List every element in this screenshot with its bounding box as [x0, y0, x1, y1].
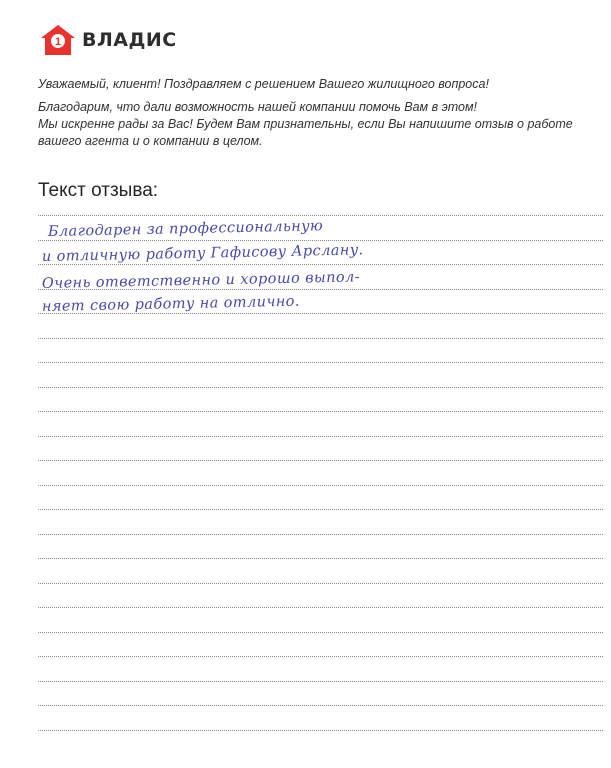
ruled-line [38, 558, 603, 559]
intro-greeting: Уважаемый, клиент! Поздравляем с решением Вашего жилищного вопроса! [38, 77, 489, 91]
intro-text [38, 76, 598, 150]
intro-thanks: Благодарим, что дали возможность нашей компании помочь Вам в этом! [38, 100, 478, 114]
handwritten-line: няет свою работу на отлично. [41, 293, 301, 315]
review-lined-area [38, 215, 603, 745]
brand-name: ВЛАДИС [82, 29, 177, 51]
ruled-line [38, 681, 603, 682]
ruled-line [38, 632, 603, 633]
ruled-line [38, 313, 603, 314]
ruled-line [38, 387, 603, 388]
ruled-line [38, 485, 603, 486]
ruled-line [38, 607, 603, 608]
ruled-line [38, 730, 603, 731]
ruled-line [38, 534, 603, 535]
svg-text:1: 1 [54, 36, 62, 48]
review-title: Текст отзыва: [38, 180, 159, 201]
intro-request-cont: вашего агента и о компании в целом. [38, 134, 263, 148]
ruled-line [38, 656, 603, 657]
ruled-line [38, 264, 603, 265]
ruled-line [38, 460, 603, 461]
house-key-icon [40, 24, 76, 56]
ruled-line [38, 509, 603, 510]
ruled-line [38, 289, 603, 290]
handwritten-line: и отличную работу Гафисову Арслану. [41, 242, 364, 265]
ruled-line [38, 436, 603, 437]
ruled-line [38, 705, 603, 706]
handwritten-line: Благодарен за профессиональную [47, 218, 324, 240]
ruled-line [38, 411, 603, 412]
ruled-line [38, 583, 603, 584]
ruled-line [38, 215, 603, 216]
ruled-line [38, 240, 603, 241]
brand-logo [40, 24, 177, 56]
ruled-line [38, 338, 603, 339]
ruled-line [38, 362, 603, 363]
handwritten-review [38, 215, 603, 415]
intro-request: Мы искренне рады за Вас! Будем Вам признательны, если Вы напишите отзыв о работе [38, 117, 573, 131]
handwritten-line: Очень ответственно и хорошо выпол- [41, 269, 361, 292]
